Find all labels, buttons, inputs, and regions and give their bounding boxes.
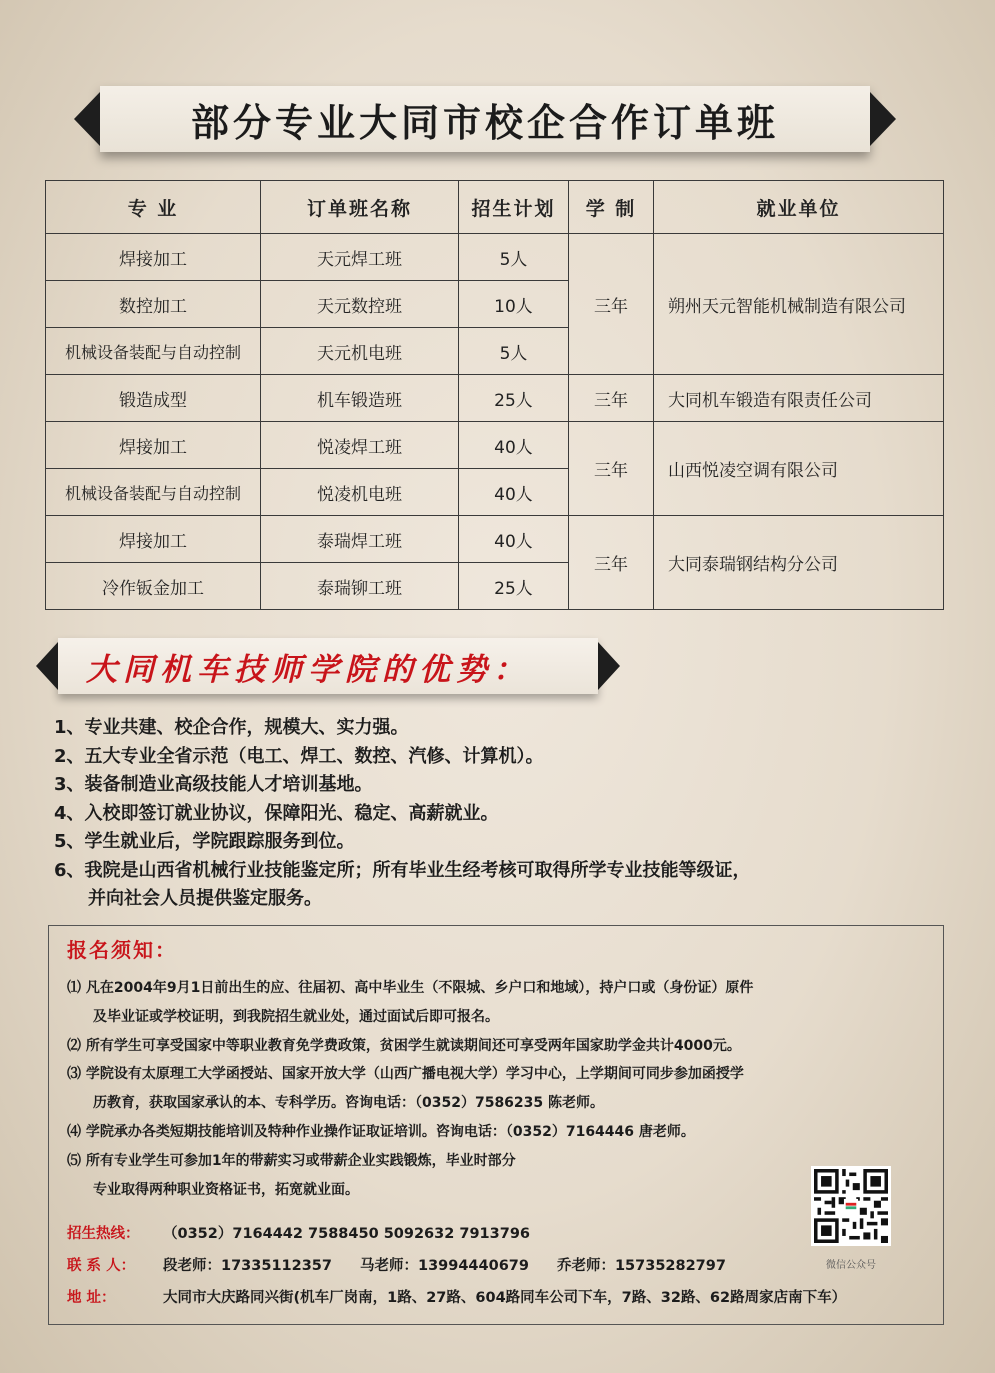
cell-employer: 大同机车锻造有限责任公司 [654, 375, 944, 422]
cell-major: 锻造成型 [46, 375, 261, 422]
cell-plan: 5人 [459, 328, 569, 375]
list-item: 6、我院是山西省机械行业技能鉴定所；所有毕业生经考核可取得所学专业技能等级证， [54, 859, 751, 881]
title-banner [100, 86, 870, 152]
cell-class: 天元机电班 [261, 328, 459, 375]
cell-class: 泰瑞焊工班 [261, 516, 459, 563]
table-row [46, 234, 944, 281]
notice-line: 专业取得两种职业资格证书，拓宽就业面。 [93, 1181, 359, 1198]
cell-employer: 山西悦凌空调有限公司 [654, 422, 944, 516]
cell-plan: 40人 [459, 469, 569, 516]
notice-line: ⑵ 所有学生可享受国家中等职业教育免学费政策，贫困学生就读期间还可享受两年国家助学金共计4000元。 [67, 1037, 741, 1054]
cell-duration: 三年 [569, 375, 654, 422]
header-duration: 学 制 [569, 181, 654, 234]
contact-person: 马老师：13994440679 [359, 1258, 529, 1274]
notice-line: ⑶ 学院设有太原理工大学函授站、国家开放大学（山西广播电视大学）学习中心，上学期间可同步参加函授学 [67, 1066, 744, 1083]
contacts-row [67, 1254, 927, 1275]
notice-line: ⑸ 所有专业学生可参加1年的带薪实习或带薪企业实践锻炼，毕业时部分 [67, 1152, 516, 1169]
cell-major: 数控加工 [46, 281, 261, 328]
table-row [46, 375, 944, 422]
table-header-row [46, 181, 944, 234]
cell-class: 天元焊工班 [261, 234, 459, 281]
cell-class: 机车锻造班 [261, 375, 459, 422]
address-row [67, 1286, 927, 1307]
list-item: 4、入校即签订就业协议，保障阳光、稳定、高薪就业。 [54, 802, 499, 824]
notice-line: ⑷ 学院承办各类短期技能培训及特种作业操作证取证培训。咨询电话：（0352）7164446 唐老师。 [67, 1123, 695, 1140]
qr-code-icon [814, 1169, 888, 1243]
cell-major: 冷作钣金加工 [46, 563, 261, 610]
cell-plan: 25人 [459, 563, 569, 610]
table-row [46, 516, 944, 563]
advantages-banner [58, 638, 598, 694]
cell-class: 泰瑞铆工班 [261, 563, 459, 610]
hotline-row [67, 1222, 927, 1243]
cell-major: 焊接加工 [46, 422, 261, 469]
page-title: 部分专业大同市校企合作订单班 [190, 100, 779, 145]
table-row [46, 422, 944, 469]
cell-duration: 三年 [569, 422, 654, 516]
cell-duration: 三年 [569, 234, 654, 375]
wechat-qr-code [811, 1166, 891, 1246]
notice-line: ⑴ 凡在2004年9月1日前出生的应、往届初、高中毕业生（不限城、乡户口和地域），持户口或（身份证）原件 [67, 980, 754, 996]
address-label: 地 址： [67, 1290, 116, 1306]
cell-plan: 25人 [459, 375, 569, 422]
notice-line: 及毕业证或学校证明，到我院招生就业处，通过面试后即可报名。 [93, 1008, 499, 1025]
cell-major: 焊接加工 [46, 516, 261, 563]
list-item: 5、学生就业后，学院跟踪服务到位。 [54, 831, 355, 852]
cell-plan: 10人 [459, 281, 569, 328]
cell-class: 悦凌机电班 [261, 469, 459, 516]
advantages-list [54, 714, 934, 914]
hotline-label: 招生热线： [67, 1226, 140, 1242]
contact-person: 乔老师：15735282797 [556, 1258, 726, 1274]
cell-major: 焊接加工 [46, 234, 261, 281]
list-item: 2、五大专业全省示范（电工、焊工、数控、汽修、计算机）。 [54, 745, 544, 767]
cell-employer: 大同泰瑞钢结构分公司 [654, 516, 944, 610]
cell-duration: 三年 [569, 516, 654, 610]
order-class-table [45, 180, 944, 610]
qr-caption: 微信公众号 [826, 1260, 876, 1271]
cell-major: 机械设备装配与自动控制 [46, 469, 261, 516]
cell-class: 悦凌焊工班 [261, 422, 459, 469]
contact-person: 段老师：17335112357 [163, 1258, 332, 1274]
header-major: 专 业 [46, 181, 261, 234]
advantages-title: 大同机车技师学院的优势： [86, 651, 530, 688]
cell-plan: 5人 [459, 234, 569, 281]
list-item: 3、装备制造业高级技能人才培训基地。 [54, 774, 373, 795]
notice-line: 历教育，获取国家承认的本、专科学历。咨询电话：（0352）7586235 陈老师。 [93, 1095, 605, 1112]
address-text: 大同市大庆路同兴街(机车厂岗南，1路、27路、604路同车公司下车，7路、32路、62路周家店南下车） [163, 1290, 847, 1306]
cell-employer: 朔州天元智能机械制造有限公司 [654, 234, 944, 375]
contacts-label: 联 系 人： [67, 1258, 136, 1274]
list-item: 1、专业共建、校企合作，规模大、实力强。 [54, 717, 409, 738]
cell-class: 天元数控班 [261, 281, 459, 328]
header-class-name: 订单班名称 [261, 181, 459, 234]
header-plan: 招生计划 [459, 181, 569, 234]
hotline-numbers: （0352）7164442 7588450 5092632 7913796 [163, 1226, 530, 1242]
cell-plan: 40人 [459, 516, 569, 563]
enrollment-notice-box [48, 925, 944, 1325]
cell-major: 机械设备装配与自动控制 [46, 328, 261, 375]
header-employer: 就业单位 [654, 181, 944, 234]
list-item-continuation: 并向社会人员提供鉴定服务。 [88, 888, 322, 909]
notice-title: 报名须知： [67, 938, 177, 962]
notice-body [67, 974, 927, 1204]
cell-plan: 40人 [459, 422, 569, 469]
